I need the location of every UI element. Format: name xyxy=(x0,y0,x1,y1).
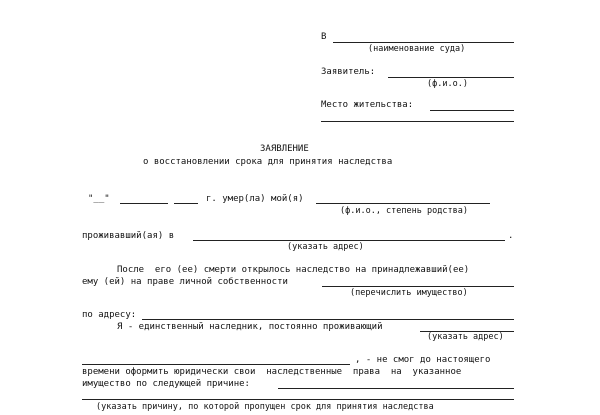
court-prefix: В xyxy=(321,32,327,42)
court-name-caption: (наименование суда) xyxy=(368,44,466,54)
address-label: по адресу: xyxy=(82,310,137,320)
heir-continuation-line[interactable] xyxy=(82,364,350,365)
deceased-address-line[interactable] xyxy=(193,240,505,241)
paragraph-reason-2: времени оформить юридически свои наследственные права на указанное xyxy=(82,367,462,377)
reason-caption: (указать причину, по которой пропущен срок для принятия наследства xyxy=(96,402,434,412)
paragraph-reason-3: имущество по следующей причине: xyxy=(82,379,250,389)
paragraph-inheritance-2: ему (ей) на праве личной собственности xyxy=(82,277,288,287)
court-name-line[interactable] xyxy=(333,42,514,43)
deceased-address-caption: (указать адрес) xyxy=(287,242,364,252)
document-title: ЗАЯВЛЕНИЕ xyxy=(260,144,309,154)
heir-address-caption: (указать адрес) xyxy=(427,332,504,342)
date-month-line[interactable] xyxy=(120,203,168,204)
applicant-caption: (ф.и.о.) xyxy=(427,79,468,89)
property-address-line[interactable] xyxy=(142,319,514,320)
paragraph-reason-end: , - не смог до настоящего xyxy=(355,355,491,365)
residence-label: Место жительства: xyxy=(321,100,414,110)
property-line[interactable] xyxy=(322,286,514,287)
applicant-label: Заявитель: xyxy=(321,67,376,77)
deceased-caption: (ф.и.о., степень родства) xyxy=(340,206,468,216)
paragraph-heir: Я - единственный наследник, постоянно проживающий xyxy=(117,322,383,332)
resided-label: проживавший(ая) в xyxy=(82,231,175,241)
reason-line-1[interactable] xyxy=(278,388,514,389)
applicant-line[interactable] xyxy=(388,77,514,78)
residence-line-2[interactable] xyxy=(321,121,514,122)
reason-line-2[interactable] xyxy=(82,399,514,400)
property-caption: (перечислить имущество) xyxy=(350,288,468,298)
document-subtitle: о восстановлении срока для принятия наследства xyxy=(143,157,393,167)
death-text: г. умер(ла) мой(я) xyxy=(206,194,304,204)
date-year-line[interactable] xyxy=(174,203,198,204)
period-mark: . xyxy=(508,231,514,241)
paragraph-inheritance-1: После его (ее) смерти открылось наследство на принадлежавший(ее) xyxy=(117,265,470,275)
deceased-line[interactable] xyxy=(316,203,490,204)
date-quote: "__" xyxy=(88,194,110,204)
residence-line-1[interactable] xyxy=(430,110,514,111)
